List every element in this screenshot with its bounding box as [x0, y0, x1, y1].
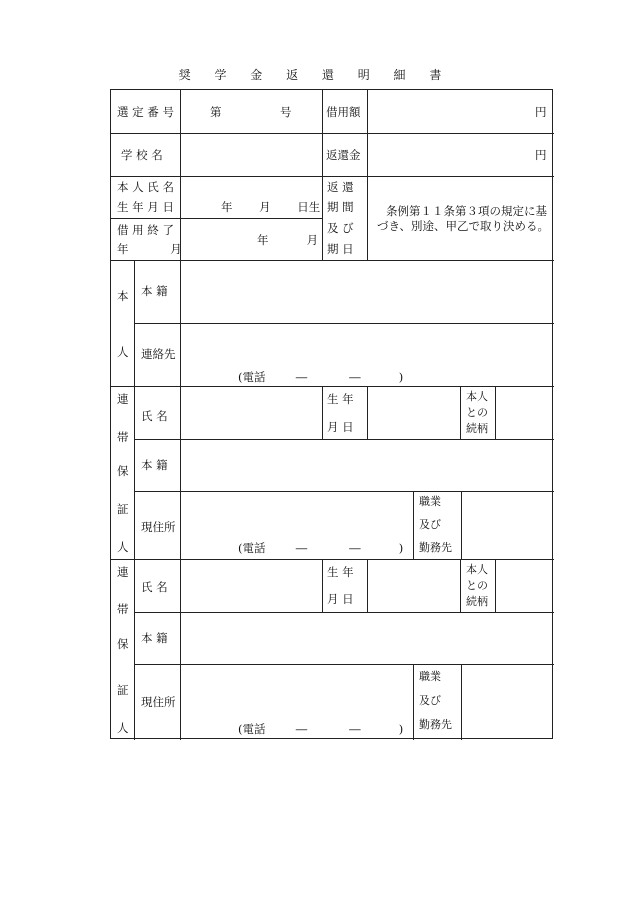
student-section-label: 人 — [117, 345, 129, 359]
column-divider — [134, 260, 135, 740]
guarantor-birth-label: 生 年 — [327, 565, 354, 579]
guarantor-section-label: 証 — [117, 502, 129, 516]
loan-end-label-2: 年 月 — [117, 242, 182, 256]
student-section-label: 本 — [117, 289, 129, 303]
column-divider — [322, 559, 323, 612]
loan-end-format: 年 月 — [257, 233, 319, 247]
loan-amount-label: 借用額 — [326, 105, 361, 119]
guarantor-relation-label: 続柄 — [466, 422, 488, 435]
guarantor-name-label: 氏 名 — [141, 409, 168, 423]
birth-date-label: 生 年 月 日 — [117, 200, 174, 214]
guarantor-phone-format: (電話 ― ― ) — [238, 722, 404, 736]
guarantor-relation-label: 続柄 — [466, 595, 488, 608]
column-divider — [322, 386, 323, 439]
guarantor-address-label: 現住所 — [141, 520, 176, 534]
student-name-label: 本 人 氏 名 — [117, 180, 174, 194]
column-divider — [322, 90, 323, 260]
row-divider — [134, 612, 554, 613]
row-divider — [111, 133, 554, 134]
guarantor-relation-label: 本人 — [466, 390, 488, 403]
column-divider — [461, 664, 462, 740]
school-name-label: 学 校 名 — [121, 148, 163, 162]
repay-period-label: 期 日 — [327, 242, 354, 256]
student-domicile-label: 本 籍 — [141, 284, 168, 298]
column-divider — [461, 491, 462, 559]
document-title: 奨 学 金 返 還 明 細 書 — [178, 68, 452, 82]
guarantor-section-label: 帯 — [117, 430, 129, 444]
row-divider — [111, 218, 322, 219]
number-suffix: 号 — [280, 105, 292, 119]
guarantor-domicile-label: 本 籍 — [141, 458, 168, 472]
repay-period-label: 返 還 — [327, 180, 354, 194]
guarantor-occupation-label: 職業 — [419, 670, 441, 683]
loan-end-label: 借 用 終 了 — [117, 223, 174, 237]
loan-amount-yen: 円 — [535, 105, 547, 119]
guarantor-birth-label: 生 年 — [327, 392, 354, 406]
guarantor-phone-format: (電話 ― ― ) — [238, 541, 404, 555]
row-divider — [111, 386, 554, 387]
row-divider — [111, 260, 554, 261]
number-prefix: 第 — [210, 105, 222, 119]
guarantor-section-label: 証 — [117, 683, 129, 697]
guarantor-section-label: 帯 — [117, 602, 129, 616]
repay-period-label: 期 間 — [327, 200, 354, 214]
column-divider — [460, 559, 461, 612]
column-divider — [367, 90, 368, 260]
column-divider — [367, 386, 368, 439]
row-divider — [134, 439, 554, 440]
row-divider — [111, 176, 554, 177]
guarantor-birth-label: 月 日 — [327, 420, 354, 434]
guarantor-occupation-label: 及び — [419, 694, 441, 707]
column-divider — [413, 491, 414, 559]
guarantor-birth-label: 月 日 — [327, 592, 354, 606]
column-divider — [180, 260, 181, 740]
column-divider — [495, 559, 496, 612]
guarantor-relation-label: との — [466, 406, 488, 419]
guarantor-relation-label: 本人 — [466, 563, 488, 576]
guarantor-name-label: 氏 名 — [141, 580, 168, 594]
repayment-amount-yen: 円 — [535, 148, 547, 162]
guarantor-section-label: 人 — [117, 540, 129, 554]
guarantor-relation-label: との — [466, 579, 488, 592]
repayment-form — [110, 89, 553, 739]
guarantor-section-label: 人 — [117, 721, 129, 735]
column-divider — [180, 90, 181, 260]
guarantor-domicile-label: 本 籍 — [141, 631, 168, 645]
column-divider — [413, 664, 414, 740]
repay-period-label: 及 び — [327, 221, 354, 235]
guarantor-occupation-label: 職業 — [419, 495, 441, 508]
repayment-amount-label: 返還金 — [326, 148, 361, 162]
guarantor-occupation-label: 勤務先 — [419, 718, 452, 731]
repayment-terms-notice: 条例第１１条第３項の規定に基づき、別途、甲乙で取り決める。 — [377, 204, 550, 233]
guarantor-section-label: 保 — [117, 637, 129, 651]
guarantor-section-label: 連 — [117, 392, 129, 406]
birth-date-format: 年 月 日生 — [221, 200, 321, 214]
selection-number-label: 選 定 番 号 — [117, 105, 174, 119]
guarantor-occupation-label: 及び — [419, 518, 441, 531]
guarantor-address-label: 現住所 — [141, 695, 176, 709]
student-contact-label: 連絡先 — [141, 347, 176, 361]
guarantor-section-label: 保 — [117, 464, 129, 478]
column-divider — [367, 559, 368, 612]
row-divider — [134, 323, 554, 324]
guarantor-occupation-label: 勤務先 — [419, 541, 452, 554]
student-phone-format: (電話 ― ― ) — [238, 370, 404, 384]
row-divider — [134, 664, 554, 665]
column-divider — [495, 386, 496, 439]
guarantor-section-label: 連 — [117, 565, 129, 579]
row-divider — [134, 491, 554, 492]
column-divider — [460, 386, 461, 439]
row-divider — [111, 559, 554, 560]
